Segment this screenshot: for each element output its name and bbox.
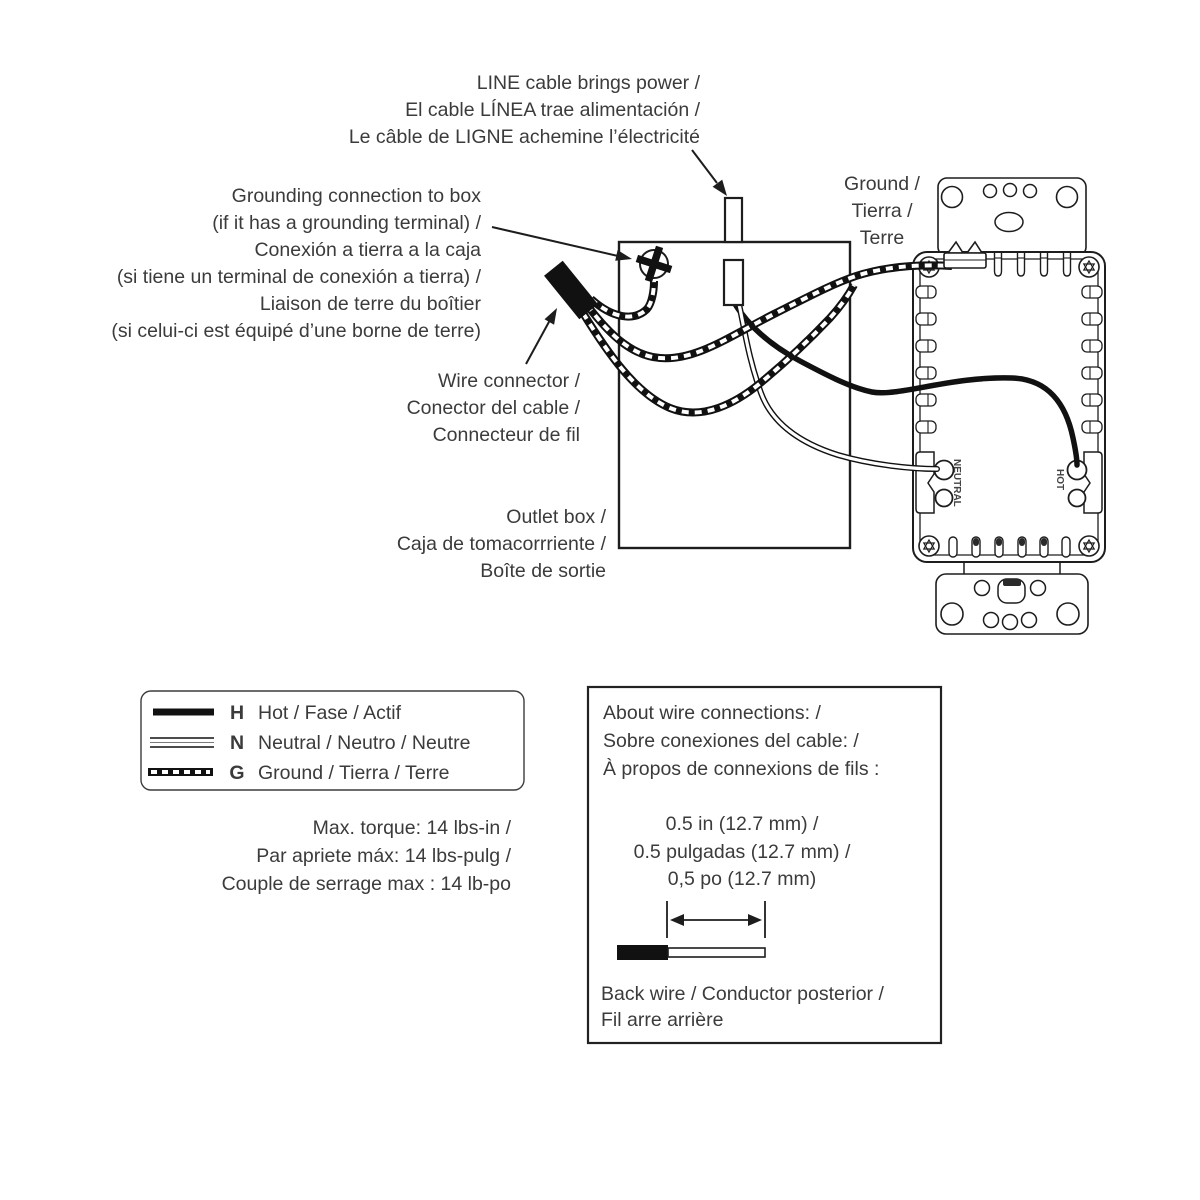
wire-connector-label bbox=[407, 370, 581, 446]
label-line: 0.5 in (12.7 mm) / bbox=[665, 813, 819, 835]
label-line: About wire connections: / bbox=[603, 702, 821, 724]
label-line: Le câble de LIGNE achemine l’électricité bbox=[348, 126, 700, 148]
wire-legend bbox=[141, 691, 524, 790]
device-rear-view bbox=[913, 178, 1105, 634]
grounding-arrow bbox=[492, 227, 632, 261]
strap-hole bbox=[1057, 603, 1079, 625]
label-line: Fil arre arrière bbox=[601, 1009, 724, 1031]
label-line: Outlet box / bbox=[506, 506, 606, 528]
label-line: À propos de connexions de fils : bbox=[603, 758, 880, 780]
label-line: Par apriete máx: 14 lbs-pulg / bbox=[256, 845, 511, 867]
strap-hole bbox=[942, 187, 963, 208]
label-line: Tierra / bbox=[851, 200, 913, 222]
strap-center-slot-tab bbox=[1003, 579, 1021, 586]
bottom-mounting-strap bbox=[936, 556, 1088, 634]
strap-hole-small bbox=[1004, 184, 1017, 197]
strap-hole-small bbox=[1003, 615, 1018, 630]
label-line: Couple de serrage max : 14 lb-po bbox=[221, 873, 511, 895]
legend-key-hot: H bbox=[229, 702, 245, 724]
label-line: 0,5 po (12.7 mm) bbox=[667, 868, 817, 890]
label-line: Back wire / Conductor posterior / bbox=[601, 983, 884, 1005]
strap-hole bbox=[1057, 187, 1078, 208]
legend-key-neutral: N bbox=[229, 732, 245, 754]
ground-label bbox=[844, 173, 920, 249]
line-cable-label bbox=[349, 72, 701, 148]
label-line: Ground / bbox=[844, 173, 920, 195]
strap-hole-small bbox=[1022, 613, 1037, 628]
label-line: LINE cable brings power / bbox=[476, 72, 700, 94]
label-line: Liaison de terre du boîtier bbox=[259, 293, 481, 315]
label-line: (si tiene un terminal de conexión a tierra) / bbox=[116, 266, 481, 288]
label-line: (si celui-ci est équipé d’une borne de terre) bbox=[111, 320, 481, 342]
neutral-screw-hole bbox=[936, 490, 953, 507]
torque-note bbox=[222, 817, 512, 895]
hot-screw-hole bbox=[1069, 490, 1086, 507]
line-cable-arrow bbox=[692, 150, 727, 196]
label-line: Grounding connection to box bbox=[231, 185, 481, 207]
label-line: Conector del cable / bbox=[406, 397, 580, 419]
wire-connector bbox=[544, 261, 598, 320]
label-line: El cable LÍNEA trae alimentación / bbox=[405, 99, 700, 121]
strap-hole-small bbox=[984, 613, 999, 628]
label-line: Max. torque: 14 lbs-in / bbox=[312, 817, 511, 839]
strap-hole-small bbox=[984, 185, 997, 198]
line-cable-stub bbox=[725, 198, 742, 242]
label-line: Sobre conexiones del cable: / bbox=[603, 730, 859, 752]
device-body-outline bbox=[913, 252, 1105, 562]
wire-connections-box bbox=[588, 687, 941, 1043]
cable-clamp bbox=[724, 260, 743, 305]
strap-hole-small bbox=[1031, 581, 1046, 596]
label-line: Terre bbox=[859, 227, 905, 249]
label-line: 0.5 pulgadas (12.7 mm) / bbox=[633, 841, 851, 863]
label-line: (if it has a grounding terminal) / bbox=[212, 212, 481, 234]
hot-terminal-label: HOT bbox=[1054, 469, 1065, 491]
strap-hole-small bbox=[975, 581, 990, 596]
label-line: Boîte de sortie bbox=[480, 560, 606, 582]
legend-label-hot: Hot / Fase / Actif bbox=[258, 702, 402, 724]
neutral-terminal-label: NEUTRAL bbox=[951, 459, 962, 507]
strap-hole-small bbox=[1024, 185, 1037, 198]
top-mounting-strap bbox=[938, 178, 1086, 256]
grounding-label bbox=[111, 185, 481, 342]
label-line: Caja de tomacorrriente / bbox=[396, 533, 606, 555]
strap-slot bbox=[995, 213, 1023, 232]
wire-connector-arrow bbox=[526, 308, 557, 364]
legend-key-ground: G bbox=[229, 762, 245, 784]
strap-hole bbox=[941, 603, 963, 625]
outlet-box-label bbox=[397, 506, 607, 582]
label-line: Conexión a tierra a la caja bbox=[254, 239, 481, 261]
stripped-wire-figure bbox=[617, 945, 765, 960]
label-line: Wire connector / bbox=[438, 370, 580, 392]
wire-insulation bbox=[617, 945, 668, 960]
bare-conductor bbox=[668, 948, 765, 957]
legend-label-neutral: Neutral / Neutro / Neutre bbox=[258, 732, 471, 754]
label-line: Connecteur de fil bbox=[432, 424, 580, 446]
legend-label-ground: Ground / Tierra / Terre bbox=[258, 762, 450, 784]
